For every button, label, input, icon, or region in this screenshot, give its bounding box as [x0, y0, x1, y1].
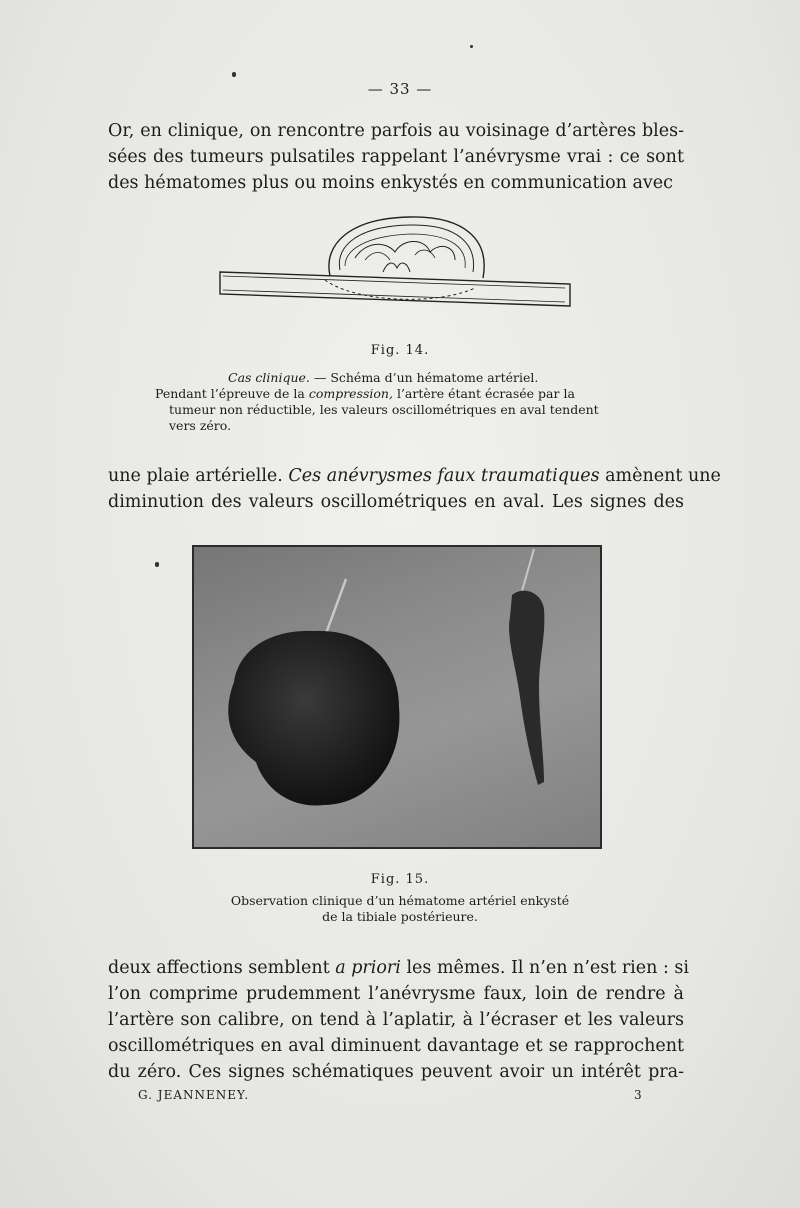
paragraph-2	[108, 463, 721, 515]
text-line: l’on comprime prudemment l’anévrysme faux, loin de rendre à	[108, 984, 684, 1004]
specimen-illustration	[194, 547, 600, 847]
text-emphasis: Ces anévrysmes faux traumatiques	[288, 466, 600, 486]
ink-speck	[155, 562, 159, 567]
text-segment: une plaie artérielle.	[108, 466, 289, 486]
figure-14-caption	[155, 370, 635, 434]
page-number: — 33 —	[367, 80, 433, 98]
caption-text: vers zéro.	[169, 418, 232, 433]
paragraph-1	[108, 118, 684, 196]
text-line: sées des tumeurs pulsatiles rappelant l’anévrysme vrai : ce sont	[108, 147, 684, 167]
caption-text: Pendant l’épreuve de la	[155, 386, 309, 401]
artery-outline	[220, 272, 570, 306]
text-line: des hématomes plus ou moins enkystés en communication avec	[108, 173, 673, 193]
ink-speck	[232, 72, 236, 77]
text-line: Or, en clinique, on rencontre parfois au voisinage d’artères bles-	[108, 121, 684, 141]
text-line: du zéro. Ces signes schématiques peuvent avoir un intérêt pra-	[108, 1062, 684, 1082]
text-segment: amènent une	[599, 466, 721, 486]
caption-text: de la tibiale postérieure.	[322, 909, 478, 924]
text-segment: les mêmes. Il n’en n’est rien : si	[400, 958, 690, 978]
paragraph-3	[108, 955, 690, 1085]
text-line: diminution des valeurs oscillométriques en aval. Les signes des	[108, 492, 684, 512]
footer-author: G. JEANNENEY.	[138, 1088, 250, 1102]
caption-title: Cas clinique.	[228, 370, 310, 385]
caption-title-rest: — Schéma d’un hématome artériel.	[309, 370, 539, 385]
figure-15-caption	[0, 893, 800, 925]
footer-signature-mark: 3	[634, 1088, 643, 1102]
caption-emphasis: compression,	[308, 386, 393, 401]
hematoma-sac-outer	[329, 217, 484, 278]
figure-15-label: Fig. 15.	[370, 872, 430, 887]
text-line: oscillométriques en aval diminuent davantage et se rapprochent	[108, 1036, 684, 1056]
specimen-photograph	[192, 545, 602, 849]
caption-text: tumeur non réductible, les valeurs oscillométriques en aval tendent	[169, 402, 599, 417]
text-emphasis: a priori	[335, 958, 401, 978]
caption-text: l’artère étant écrasée par la	[392, 386, 575, 401]
ink-speck	[470, 45, 473, 48]
text-line: l’artère son calibre, on tend à l’aplatir, à l’écraser et les valeurs	[108, 1010, 684, 1030]
arterial-hematoma-diagram	[215, 210, 575, 320]
text-segment: deux affections semblent	[108, 958, 336, 978]
caption-text: Observation clinique d’un hématome artériel enkysté	[230, 893, 570, 908]
figure-14-label: Fig. 14.	[370, 343, 430, 358]
